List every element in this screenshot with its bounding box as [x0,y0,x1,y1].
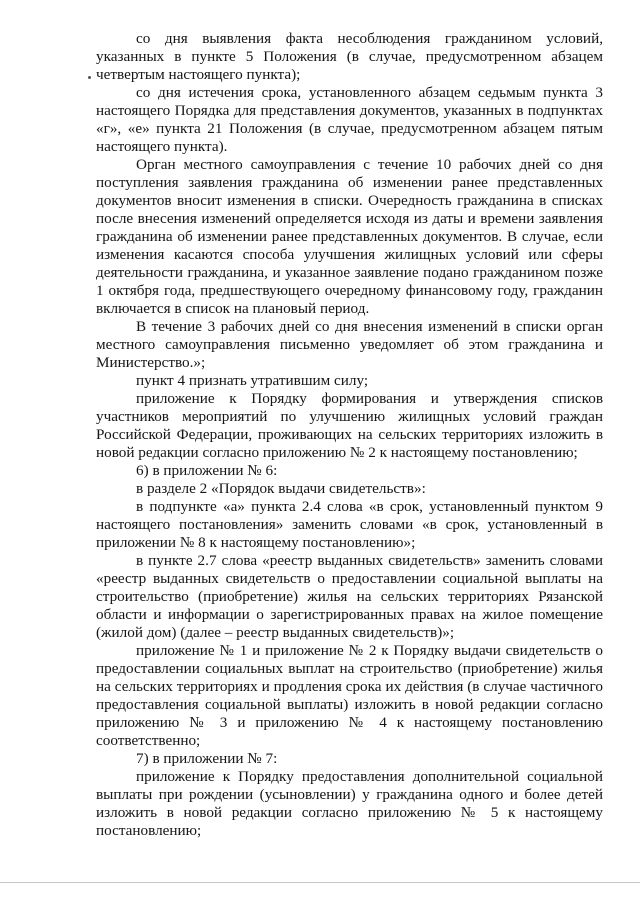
paragraph-8: в разделе 2 «Порядок выдачи свидетельств»: [136,480,426,497]
paragraph-13: приложение к Порядку предоставления дополнительной социальной выплаты при рождении (усыновлении) у гражданина одного и более детей изложить в новой редакции согласно приложению № 5 к настоящему постановлению; [96,768,603,839]
paragraph-6: приложение к Порядку формирования и утверждения списков участников мероприятий по улучшению жилищных условий граждан Российской Федерации, проживающих на сельских территориях изложить в новой редакции согласно приложению № 2 к настоящему постановлению; [96,390,603,461]
paragraph-11: приложение № 1 и приложение № 2 к Порядку выдачи свидетельств о предоставлении социальных выплат на строительство (приобретение) жилья на сельских территориях и продления срока их действия (в случае частичного предоставления социальной выплаты) изложить в новой редакции согласно приложению № 3 и приложению № 4 к настоящему постановлению соответственно; [96,642,603,749]
paragraph-10: в пункте 2.7 слова «реестр выданных свидетельств» заменить словами «реестр выданных свидетельств о предоставлении социальной выплаты на строительство (приобретение) жилья на сельских территориях Рязанской области и информации о зарегистрированных правах на жилое помещение (жилой дом) (далее – реестр выданных свидетельств)»; [96,552,603,641]
paragraph-3: Орган местного самоуправления с течение 10 рабочих дней со дня поступления заявления гражданина об изменении ранее представленных документов вносит изменения в списки. Очередность гражданина в списках после внесения изменений определяется исходя из даты и времени заявления гражданина об изменении ранее представленных документов. В случае, если изменения касаются способа улучшения жилищных условий или сферы деятельности гражданина, и указанное заявление подано гражданином позже 1 октября года, предшествующего очередному финансовому году, гражданин включается в список на плановый период. [96,156,603,317]
paragraph-1: со дня выявления факта несоблюдения гражданином условий, указанных в пункте 5 Положения (в случае, предусмотренном абзацем четвертым настоящего пункта); [96,30,603,83]
paragraph-7: 6) в приложении № 6: [136,462,278,479]
paragraph-5: пункт 4 признать утратившим силу; [136,372,369,389]
paragraph-12: 7) в приложении № 7: [136,750,278,767]
scan-dot-mark [88,76,91,79]
scan-edge-line [0,882,640,883]
document-page [96,30,603,840]
paragraph-4: В течение 3 рабочих дней со дня внесения изменений в списки орган местного самоуправления письменно уведомляет об этом гражданина и Министерство.»; [96,318,603,371]
paragraph-2: со дня истечения срока, установленного абзацем седьмым пункта 3 настоящего Порядка для представления документов, указанных в подпунктах «г», «е» пункта 21 Положения (в случае, предусмотренном абзацем пятым настоящего пункта). [96,84,603,155]
paragraph-9: в подпункте «а» пункта 2.4 слова «в срок, установленный пунктом 9 настоящего постановления» заменить словами «в срок, установленный в приложении № 8 к настоящему постановлению»; [96,498,603,551]
